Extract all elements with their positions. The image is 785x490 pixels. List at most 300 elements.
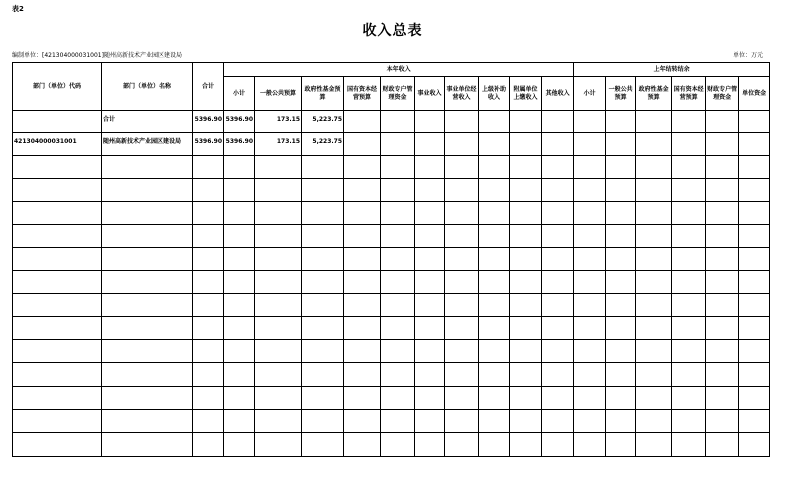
cell-empty	[415, 317, 445, 340]
cell-dept-name: 合计	[102, 111, 193, 133]
cell-empty	[224, 248, 255, 271]
cell-empty	[415, 387, 445, 410]
cell-empty	[445, 248, 479, 271]
cell-empty	[606, 317, 636, 340]
cell-empty	[510, 202, 542, 225]
cell-empty	[102, 179, 193, 202]
cell-empty	[706, 111, 739, 133]
cell-empty	[479, 271, 510, 294]
cell-empty	[542, 202, 574, 225]
cell-empty	[574, 202, 606, 225]
cell-empty	[739, 387, 770, 410]
cell-empty	[574, 179, 606, 202]
cell-empty	[479, 340, 510, 363]
cell-empty	[224, 387, 255, 410]
cell-empty	[672, 387, 706, 410]
table-row	[13, 225, 770, 248]
cell-empty	[193, 271, 224, 294]
cell-empty	[510, 387, 542, 410]
cell-empty	[574, 225, 606, 248]
cell-empty	[510, 410, 542, 433]
cell-empty	[344, 294, 381, 317]
cell-empty	[606, 202, 636, 225]
cell-empty	[302, 179, 344, 202]
cell-empty	[381, 340, 415, 363]
cell-empty	[224, 271, 255, 294]
cell-empty	[672, 340, 706, 363]
header-carryover-col: 小计	[574, 77, 606, 111]
cell-empty	[739, 202, 770, 225]
header-carryover-col: 一般公共预算	[606, 77, 636, 111]
cell-empty	[13, 410, 102, 433]
cell-empty	[102, 340, 193, 363]
cell-empty	[255, 179, 302, 202]
cell-empty	[344, 133, 381, 156]
cell-empty	[344, 387, 381, 410]
cell-empty	[302, 248, 344, 271]
cell-empty	[636, 340, 672, 363]
cell-empty	[739, 156, 770, 179]
cell-empty	[636, 410, 672, 433]
cell-empty	[445, 271, 479, 294]
cell-empty	[636, 433, 672, 457]
cell-empty	[445, 156, 479, 179]
cell-empty	[302, 294, 344, 317]
cell-empty	[193, 387, 224, 410]
table-row	[13, 202, 770, 225]
header-dept-name: 部门（单位）名称	[102, 63, 193, 111]
cell-empty	[302, 387, 344, 410]
cell-empty	[302, 317, 344, 340]
table-row	[13, 133, 770, 156]
cell-dept-code: 421304000031001	[13, 133, 102, 156]
cell-empty	[255, 317, 302, 340]
cell-empty	[415, 156, 445, 179]
cell-empty	[510, 363, 542, 387]
cell-empty	[542, 294, 574, 317]
cell-empty	[193, 410, 224, 433]
header-current-col: 政府性基金预算	[302, 77, 344, 111]
cell-empty	[381, 387, 415, 410]
cell-empty	[381, 156, 415, 179]
cell-empty	[193, 317, 224, 340]
cell-empty	[415, 271, 445, 294]
header-carryover-col: 国有资本经营预算	[672, 77, 706, 111]
header-current-col: 其他收入	[542, 77, 574, 111]
cell-empty	[672, 433, 706, 457]
cell-empty	[224, 340, 255, 363]
header-current-col: 国有资本经营预算	[344, 77, 381, 111]
header-current-col: 事业收入	[415, 77, 445, 111]
cell-empty	[606, 111, 636, 133]
cell-empty	[255, 410, 302, 433]
cell-empty	[302, 340, 344, 363]
cell-empty	[479, 179, 510, 202]
cell-empty	[302, 363, 344, 387]
cell-empty	[445, 363, 479, 387]
cell-empty	[542, 179, 574, 202]
cell-empty	[574, 133, 606, 156]
cell-empty	[381, 433, 415, 457]
cell-empty	[344, 111, 381, 133]
cell-empty	[13, 433, 102, 457]
cell-empty	[224, 363, 255, 387]
cell-empty	[381, 317, 415, 340]
cell-empty	[706, 363, 739, 387]
cell-empty	[672, 294, 706, 317]
cell-empty	[706, 133, 739, 156]
cell-empty	[224, 156, 255, 179]
cell-empty	[255, 363, 302, 387]
cell-empty	[381, 225, 415, 248]
table-row	[13, 248, 770, 271]
cell-empty	[606, 179, 636, 202]
compiling-unit-prefix: 编制单位：	[12, 52, 43, 59]
cell-empty	[606, 433, 636, 457]
cell-empty	[381, 133, 415, 156]
cell-empty	[510, 271, 542, 294]
cell-empty	[706, 225, 739, 248]
cell-empty	[193, 340, 224, 363]
cell-empty	[224, 410, 255, 433]
table-row	[13, 387, 770, 410]
cell-dept-name: 随州高新技术产业园区建设局	[102, 133, 193, 156]
header-carryover-col: 政府性基金预算	[636, 77, 672, 111]
cell-empty	[445, 433, 479, 457]
cell-total: 5396.90	[193, 111, 224, 133]
cell-empty	[13, 294, 102, 317]
cell-empty	[479, 433, 510, 457]
cell-empty	[13, 271, 102, 294]
table-row	[13, 433, 770, 457]
cell-empty	[706, 202, 739, 225]
cell-empty	[344, 271, 381, 294]
cell-empty	[706, 156, 739, 179]
cell-empty	[102, 271, 193, 294]
cell-empty	[344, 179, 381, 202]
cell-empty	[706, 387, 739, 410]
cell-empty	[542, 410, 574, 433]
cell-empty	[479, 248, 510, 271]
cell-empty	[574, 317, 606, 340]
cell-empty	[302, 433, 344, 457]
cell-fund-budget: 5,223.75	[302, 133, 344, 156]
cell-fund-budget: 5,223.75	[302, 111, 344, 133]
cell-empty	[445, 410, 479, 433]
cell-empty	[415, 340, 445, 363]
cell-empty	[102, 410, 193, 433]
cell-empty	[510, 133, 542, 156]
cell-empty	[344, 225, 381, 248]
header-current-col: 小计	[224, 77, 255, 111]
cell-empty	[636, 363, 672, 387]
cell-empty	[574, 410, 606, 433]
cell-empty	[445, 294, 479, 317]
cell-empty	[606, 225, 636, 248]
cell-empty	[479, 363, 510, 387]
cell-empty	[445, 317, 479, 340]
header-dept-code: 部门（单位）代码	[13, 63, 102, 111]
cell-empty	[193, 179, 224, 202]
cell-empty	[193, 156, 224, 179]
cell-empty	[13, 317, 102, 340]
header-carryover-col: 单位资金	[739, 77, 770, 111]
cell-empty	[636, 202, 672, 225]
cell-empty	[672, 156, 706, 179]
cell-empty	[636, 156, 672, 179]
cell-empty	[606, 387, 636, 410]
cell-empty	[445, 340, 479, 363]
cell-empty	[255, 225, 302, 248]
cell-empty	[606, 248, 636, 271]
cell-empty	[542, 340, 574, 363]
cell-empty	[344, 410, 381, 433]
cell-empty	[542, 111, 574, 133]
cell-empty	[510, 340, 542, 363]
cell-empty	[344, 202, 381, 225]
cell-empty	[636, 111, 672, 133]
cell-empty	[542, 433, 574, 457]
cell-empty	[739, 111, 770, 133]
cell-empty	[344, 156, 381, 179]
cell-empty	[606, 156, 636, 179]
cell-empty	[510, 317, 542, 340]
cell-empty	[102, 363, 193, 387]
cell-empty	[102, 248, 193, 271]
cell-empty	[193, 202, 224, 225]
cell-empty	[193, 433, 224, 457]
cell-empty	[739, 225, 770, 248]
cell-empty	[510, 433, 542, 457]
cell-empty	[255, 340, 302, 363]
cell-empty	[606, 363, 636, 387]
header-total: 合计	[193, 63, 224, 111]
cell-empty	[636, 317, 672, 340]
cell-empty	[636, 387, 672, 410]
cell-empty	[739, 363, 770, 387]
cell-empty	[415, 410, 445, 433]
cell-empty	[381, 179, 415, 202]
cell-empty	[542, 133, 574, 156]
page-title: 收入总表	[362, 23, 423, 39]
cell-empty	[479, 317, 510, 340]
cell-empty	[739, 271, 770, 294]
cell-empty	[13, 225, 102, 248]
cell-empty	[224, 294, 255, 317]
cell-empty	[672, 179, 706, 202]
cell-empty	[636, 271, 672, 294]
cell-empty	[574, 248, 606, 271]
cell-empty	[381, 363, 415, 387]
cell-empty	[302, 202, 344, 225]
cell-empty	[102, 387, 193, 410]
cell-empty	[606, 133, 636, 156]
cell-empty	[739, 248, 770, 271]
cell-empty	[381, 202, 415, 225]
cell-empty	[415, 225, 445, 248]
cell-empty	[479, 294, 510, 317]
cell-empty	[445, 111, 479, 133]
cell-empty	[574, 156, 606, 179]
cell-empty	[706, 410, 739, 433]
cell-empty	[739, 133, 770, 156]
cell-empty	[415, 363, 445, 387]
cell-empty	[381, 410, 415, 433]
cell-empty	[102, 225, 193, 248]
cell-empty	[636, 225, 672, 248]
cell-empty	[672, 111, 706, 133]
cell-empty	[255, 156, 302, 179]
cell-empty	[302, 410, 344, 433]
cell-empty	[255, 387, 302, 410]
cell-empty	[606, 340, 636, 363]
cell-empty	[636, 179, 672, 202]
cell-empty	[542, 248, 574, 271]
table-row	[13, 363, 770, 387]
cell-empty	[706, 340, 739, 363]
cell-empty	[193, 225, 224, 248]
cell-empty	[415, 111, 445, 133]
compiling-unit-code: [421304000031001]	[42, 52, 104, 59]
cell-empty	[574, 340, 606, 363]
cell-empty	[510, 248, 542, 271]
cell-empty	[13, 363, 102, 387]
cell-empty	[13, 156, 102, 179]
cell-empty	[672, 133, 706, 156]
cell-empty	[672, 410, 706, 433]
cell-empty	[102, 156, 193, 179]
cell-empty	[574, 271, 606, 294]
cell-empty	[606, 271, 636, 294]
cell-dept-code	[13, 111, 102, 133]
table-row	[13, 410, 770, 433]
cell-empty	[510, 225, 542, 248]
cell-empty	[255, 433, 302, 457]
table-row	[13, 271, 770, 294]
cell-empty	[255, 202, 302, 225]
cell-empty	[479, 387, 510, 410]
cell-empty	[706, 248, 739, 271]
cell-empty	[344, 317, 381, 340]
cell-empty	[479, 111, 510, 133]
header-current-year: 本年收入	[224, 63, 574, 77]
cell-empty	[193, 294, 224, 317]
cell-empty	[706, 179, 739, 202]
cell-empty	[224, 202, 255, 225]
cell-empty	[739, 340, 770, 363]
cell-empty	[415, 202, 445, 225]
cell-empty	[574, 111, 606, 133]
cell-empty	[672, 363, 706, 387]
cell-empty	[739, 410, 770, 433]
cell-empty	[13, 202, 102, 225]
cell-empty	[479, 202, 510, 225]
cell-empty	[302, 156, 344, 179]
cell-empty	[193, 248, 224, 271]
table-row	[13, 179, 770, 202]
cell-empty	[255, 248, 302, 271]
cell-empty	[13, 248, 102, 271]
cell-empty	[510, 111, 542, 133]
cell-empty	[672, 271, 706, 294]
cell-general-budget: 173.15	[255, 133, 302, 156]
header-current-col: 事业单位经营收入	[445, 77, 479, 111]
cell-empty	[344, 363, 381, 387]
cell-empty	[344, 248, 381, 271]
header-current-col: 上级补助收入	[479, 77, 510, 111]
cell-empty	[636, 294, 672, 317]
cell-empty	[102, 317, 193, 340]
cell-empty	[102, 433, 193, 457]
cell-empty	[224, 317, 255, 340]
cell-empty	[302, 225, 344, 248]
cell-empty	[706, 317, 739, 340]
header-carryover: 上年结转结余	[574, 63, 770, 77]
table-row	[13, 340, 770, 363]
cell-empty	[672, 202, 706, 225]
cell-empty	[479, 133, 510, 156]
cell-empty	[255, 294, 302, 317]
cell-empty	[13, 179, 102, 202]
cell-empty	[302, 271, 344, 294]
table-row	[13, 156, 770, 179]
cell-empty	[542, 271, 574, 294]
cell-empty	[445, 225, 479, 248]
cell-empty	[706, 271, 739, 294]
income-summary-table	[12, 62, 770, 457]
cell-empty	[542, 156, 574, 179]
cell-empty	[415, 133, 445, 156]
cell-empty	[574, 387, 606, 410]
cell-empty	[739, 179, 770, 202]
cell-empty	[415, 433, 445, 457]
compiling-unit-name: 随州高新技术产业园区建设局	[103, 52, 182, 59]
cell-empty	[381, 294, 415, 317]
cell-empty	[606, 294, 636, 317]
cell-empty	[739, 294, 770, 317]
currency-unit: 单位：万元	[732, 52, 763, 59]
cell-empty	[479, 225, 510, 248]
header-carryover-col: 财政专户管理资金	[706, 77, 739, 111]
cell-empty	[445, 387, 479, 410]
cell-empty	[415, 248, 445, 271]
cell-empty	[542, 363, 574, 387]
cell-empty	[574, 294, 606, 317]
table-row	[13, 317, 770, 340]
cell-empty	[672, 248, 706, 271]
cell-empty	[381, 248, 415, 271]
cell-empty	[706, 294, 739, 317]
cell-empty	[479, 410, 510, 433]
cell-empty	[739, 433, 770, 457]
cell-empty	[542, 387, 574, 410]
cell-empty	[510, 179, 542, 202]
cell-empty	[102, 294, 193, 317]
cell-subtotal: 5396.90	[224, 133, 255, 156]
cell-empty	[415, 179, 445, 202]
cell-empty	[672, 317, 706, 340]
cell-empty	[255, 271, 302, 294]
cell-empty	[574, 433, 606, 457]
compiling-unit	[12, 50, 182, 59]
cell-empty	[510, 156, 542, 179]
cell-empty	[224, 179, 255, 202]
cell-empty	[102, 202, 193, 225]
header-current-col: 财政专户管理资金	[381, 77, 415, 111]
cell-empty	[706, 433, 739, 457]
cell-empty	[510, 294, 542, 317]
cell-empty	[224, 433, 255, 457]
